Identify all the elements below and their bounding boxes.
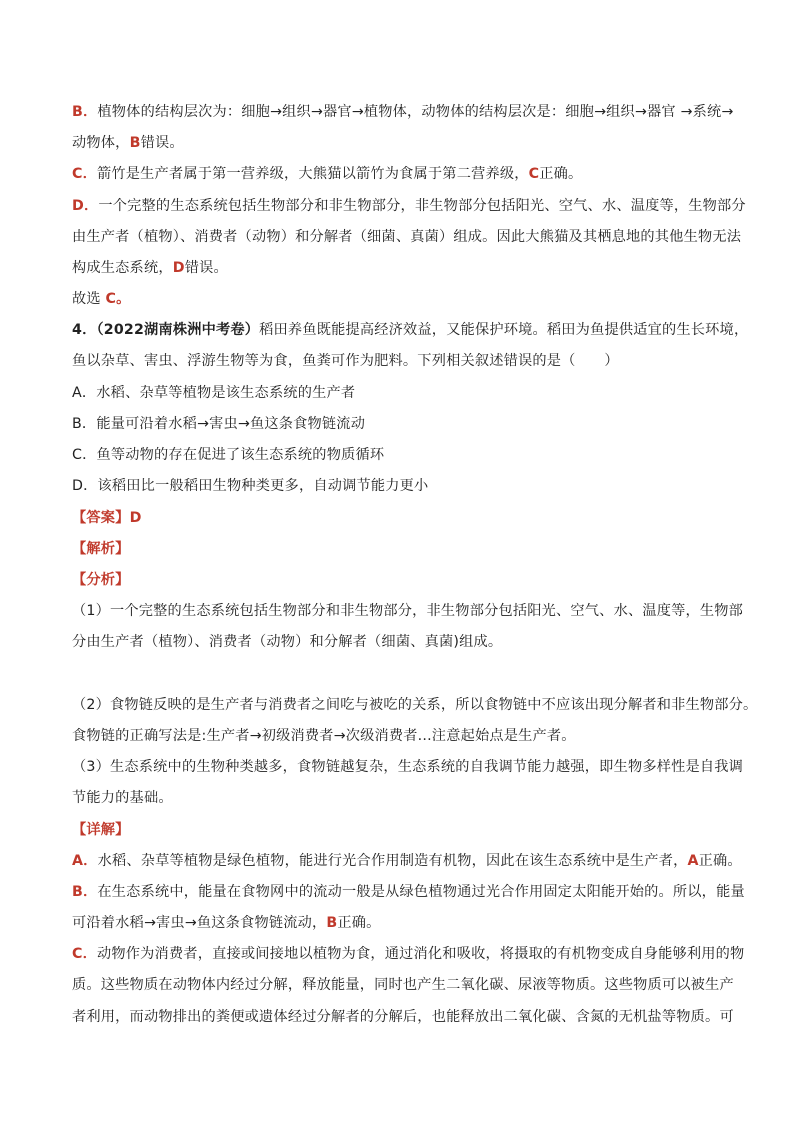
breakdown-heading: 【分析】: [72, 572, 130, 588]
option-b-explanation-line-1: B．植物体的结构层次为：细胞→组织→器官→植物体，动物体的结构层次是：细胞→组织→器官 →系统→: [72, 104, 734, 120]
question-4-option-d: D．该稻田比一般稻田生物种类更多，自动调节能力更小: [72, 478, 429, 494]
question-4-option-c: C．鱼等动物的存在促进了该生态系统的物质循环: [72, 447, 385, 463]
detail-option-b-line-2: 可沿着水稻→害虫→鱼这条食物链流动，B正确。: [72, 915, 381, 931]
detail-option-c-line-2: 质。这些物质在动物体内经过分解，释放能量，同时也产生二氧化碳、尿液等物质。这些物质可以被生产: [72, 977, 734, 993]
analysis-point-3-line-2: 节能力的基础。: [72, 790, 173, 806]
analysis-point-1-line-2: 分由生产者（植物）、消费者（动物）和分解者（细菌、真菌)组成。: [72, 634, 503, 650]
analysis-point-2-line-1: （2）食物链反映的是生产者与消费者之间吃与被吃的关系，所以食物链中不应该出现分解者和非生物部分。: [72, 697, 758, 713]
analysis-point-2-line-2: 食物链的正确写法是:生产者→初级消费者→次级消费者...注意起始点是生产者。: [72, 728, 576, 744]
option-c-explanation-line: C．箭竹是生产者属于第一营养级，大熊猫以箭竹为食属于第二营养级，C正确。: [72, 166, 583, 182]
analysis-heading: 【解析】: [72, 541, 130, 557]
analysis-point-3-line-1: （3）生态系统中的生物种类越多，食物链越复杂，生态系统的自我调节能力越强，即生物多样性是自我调: [72, 759, 744, 775]
option-d-explanation-line-2: 由生产者（植物）、消费者（动物）和分解者（细菌、真菌）组成。因此大熊猫及其栖息地的其他生物无法: [72, 229, 742, 245]
analysis-point-1-line-1: （1）一个完整的生态系统包括生物部分和非生物部分，非生物部分包括阳光、空气、水、温度等，生物部: [72, 603, 744, 619]
detail-option-c-line-1: C．动物作为消费者，直接或间接地以植物为食，通过消化和吸收，将摄取的有机物变成自身能够利用的物: [72, 946, 745, 962]
option-d-explanation-line-1: D．一个完整的生态系统包括生物部分和非生物部分，非生物部分包括阳光、空气、水、温度等，生物部分: [72, 198, 746, 214]
question-4-stem-line-1: 4．（2022湖南株洲中考卷）稻田养鱼既能提高经济效益，又能保护环境。稻田为鱼提供适宜的生长环境，: [72, 322, 749, 338]
detail-heading: 【详解】: [72, 822, 130, 838]
detail-option-a: A．水稻、杂草等植物是绿色植物，能进行光合作用制造有机物，因此在该生态系统中是生产者，A正确。: [72, 853, 742, 869]
detail-option-b-line-1: B．在生态系统中，能量在食物网中的流动一般是从绿色植物通过光合作用固定太阳能开始的。所以，能量: [72, 884, 745, 900]
choice-conclusion: 故选 C。: [72, 291, 131, 307]
detail-option-c-line-3: 者利用，而动物排出的粪便或遗体经过分解者的分解后，也能释放出二氧化碳、含氮的无机盐等物质。可: [72, 1009, 734, 1025]
question-4-option-a: A．水稻、杂草等植物是该生态系统的生产者: [72, 385, 356, 401]
answer-line: 【答案】D: [72, 510, 142, 526]
question-4-option-b: B．能量可沿着水稻→害虫→鱼这条食物链流动: [72, 416, 366, 432]
option-d-explanation-line-3: 构成生态系统，D错误。: [72, 260, 228, 276]
option-b-explanation-line-2: 动物体，B错误。: [72, 135, 184, 151]
question-4-stem-line-2: 鱼以杂草、害虫、浮游生物等为食，鱼粪可作为肥料。下列相关叙述错误的是（ ）: [72, 353, 619, 369]
